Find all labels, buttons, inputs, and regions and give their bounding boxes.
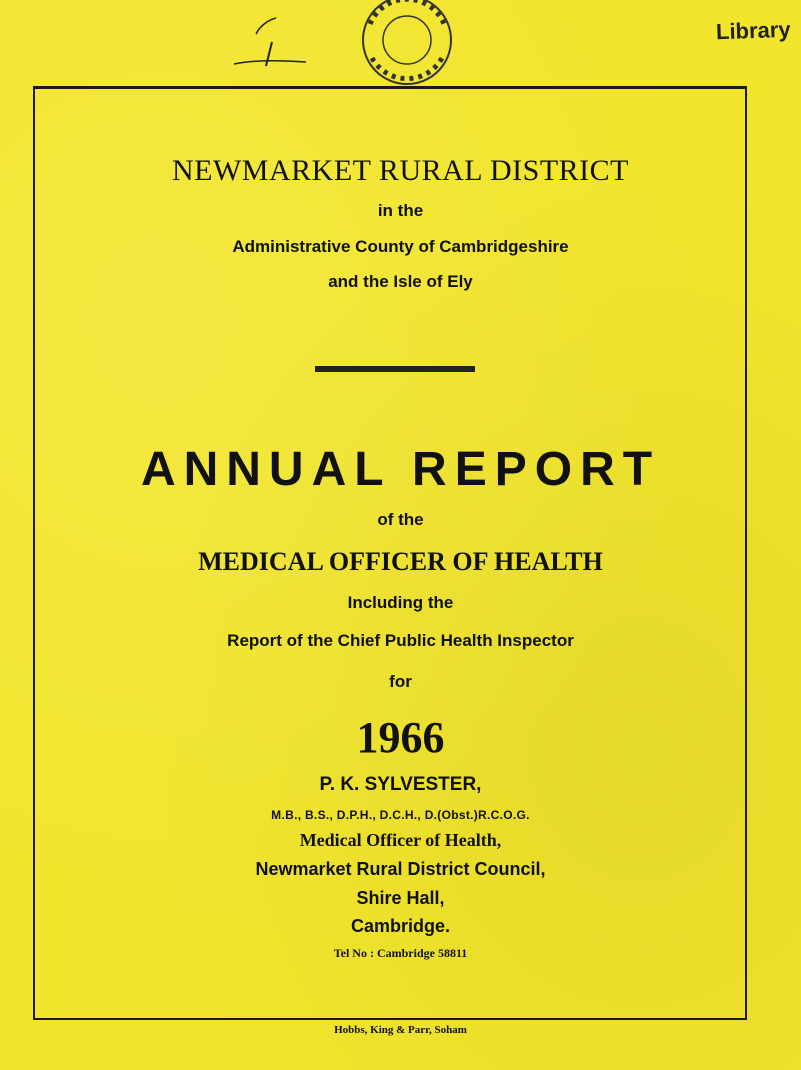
of-the-text: of the: [377, 510, 424, 529]
author-name: P. K. SYLVESTER,: [319, 774, 482, 795]
address-line-1: Shire Hall,: [356, 888, 445, 908]
library-stamp-seal: [352, 0, 462, 90]
author-role: Medical Officer of Health,: [299, 830, 502, 850]
report-title: ANNUAL REPORT: [140, 443, 661, 496]
author-council: Newmarket Rural District Council,: [255, 859, 546, 879]
county-text: Administrative County of Cambridgeshire: [232, 237, 569, 256]
in-the-text: in the: [377, 201, 424, 220]
officer-heading: MEDICAL OFFICER OF HEALTH: [198, 547, 603, 576]
author-qualifications: M.B., B.S., D.P.H., D.C.H., D.(Obst.)R.C.O.G.: [271, 808, 530, 822]
for-text: for: [389, 672, 412, 691]
address-line-2: Cambridge.: [350, 916, 451, 936]
inspector-report-text: Report of the Chief Public Health Inspector: [227, 631, 574, 650]
handwritten-mark: [228, 8, 308, 68]
district-heading: NEWMARKET RURAL DISTRICT: [172, 154, 629, 187]
telephone-number: Tel No : Cambridge 58811: [333, 946, 468, 960]
printer-imprint: Hobbs, King & Parr, Soham: [334, 1024, 467, 1036]
library-stamp-label: Library: [715, 16, 792, 45]
including-text: Including the: [347, 593, 454, 612]
report-year: 1966: [356, 713, 445, 762]
isle-text: and the Isle of Ely: [328, 272, 473, 291]
decorative-divider: [315, 366, 475, 372]
